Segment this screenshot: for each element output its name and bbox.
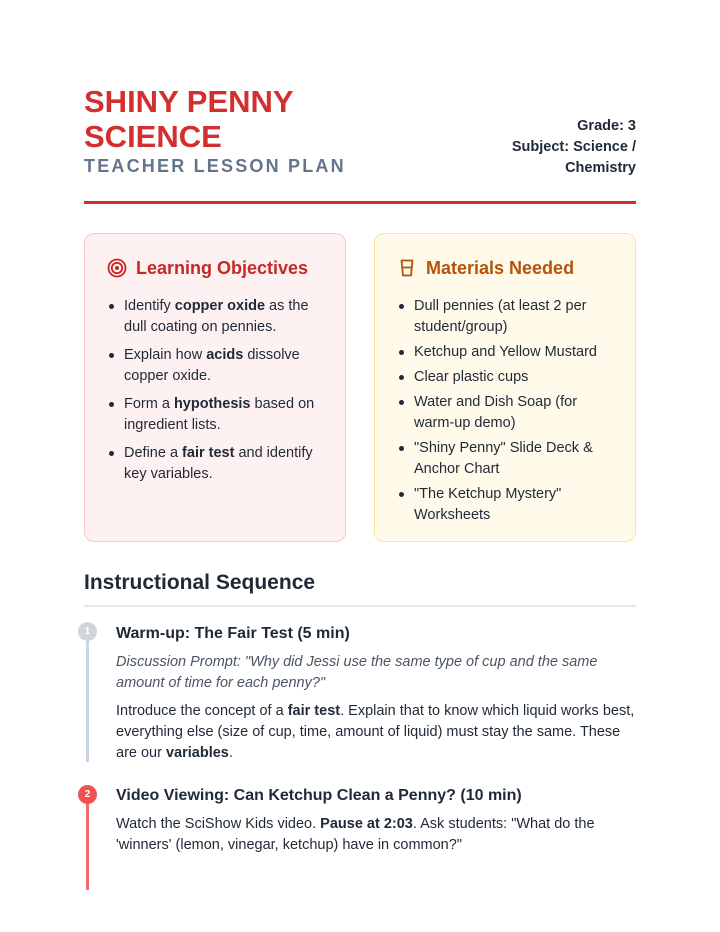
step-description: Watch the SciShow Kids video. Pause at 2:03. Ask students: "What do the 'winners' (lemon, vinegar, ketchup) have in common?" [116,816,595,853]
grade-label: Grade: 3 [577,118,636,134]
section-divider [84,605,636,607]
materials-needed-card [374,233,636,542]
objectives-title: Learning Objectives [136,257,309,278]
page-title: SHINY PENNY SCIENCE [84,84,294,154]
lesson-meta [456,116,636,179]
step-description: Introduce the concept of a fair test. Explain that to know which liquid works best, everything else (size of cup, time, amount of liquid) must stay the same. These are our variables. [116,703,635,761]
cup-icon [397,258,417,278]
objective-item: Identify copper oxide as the dull coating on pennies. [107,296,323,338]
material-item: Clear plastic cups [397,367,613,388]
objective-item: Form a hypothesis based on ingredient lists. [107,394,323,436]
step-warm-up [116,624,636,764]
material-item: Water and Dish Soap (for warm-up demo) [397,392,613,434]
header-block [84,84,636,204]
material-item: "Shiny Penny" Slide Deck & Anchor Chart [397,438,613,480]
step-2-marker: 2 [78,785,97,804]
timeline-line-step-2 [86,797,89,890]
objective-item: Explain how acids dissolve copper oxide. [107,345,323,387]
timeline-line-step-1 [86,634,89,762]
objective-item: Define a fair test and identify key variables. [107,443,323,485]
header-divider [84,201,636,204]
material-item: Ketchup and Yellow Mustard [397,342,613,363]
section-title: Instructional Sequence [84,571,316,594]
step-title: Warm-up: The Fair Test (5 min) [116,625,350,642]
materials-list [397,296,613,526]
step-video-viewing [116,786,636,856]
page-subtitle: TEACHER LESSON PLAN [84,156,346,176]
discussion-prompt: Discussion Prompt: "Why did Jessi use the same type of cup and the same amount of time for each penny?" [116,654,598,691]
objectives-header [107,256,323,280]
material-item: "The Ketchup Mystery" Worksheets [397,484,613,526]
objectives-list [107,296,323,485]
materials-header [397,256,613,280]
materials-title: Materials Needed [426,257,575,278]
target-icon [107,258,127,278]
step-1-marker: 1 [78,622,97,641]
subject-label: Subject: Science / Chemistry [511,139,636,176]
material-item: Dull pennies (at least 2 per student/group) [397,296,613,338]
step-title: Video Viewing: Can Ketchup Clean a Penny? (10 min) [116,787,522,804]
learning-objectives-card [84,233,346,542]
